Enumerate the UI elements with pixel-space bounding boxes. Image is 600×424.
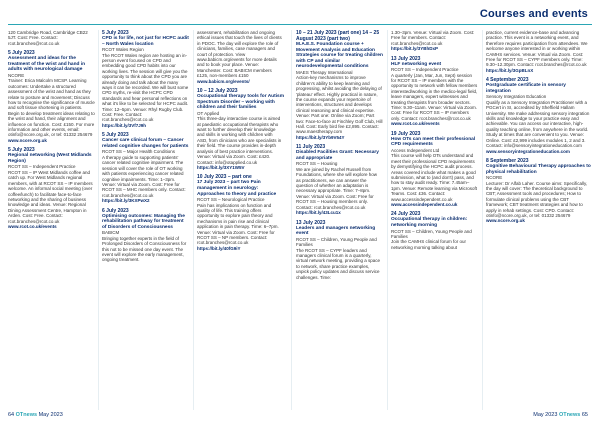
event-organiser: RCOT SS – Children, Young People and Families xyxy=(296,236,377,248)
event-listing xyxy=(486,158,592,224)
column-divider xyxy=(482,30,483,410)
event-description: The RCOT SS – CYPF leaders and managers clinical forum is a quarterly, virtual network meeting, providing a space to network, share practice examples, unpick policy updates and discuss service challenges. Time: xyxy=(296,247,381,280)
event-listing xyxy=(102,208,189,263)
event-description: Pain has implications on function and quality of life. This training offers opportunity to explore pain theory and mechanisms in pain rise and clinical application in pain therapy. Time: 6–7pm. Venue: Virtual via Zoom. Cost: Free for RCOT SS – NP members. Contact: rcot.branches@rcot.co.uk xyxy=(197,202,279,246)
event-link[interactable]: https://bit.ly/3YBhDxP xyxy=(391,46,439,52)
event-date: 8 September 2023 xyxy=(486,157,529,164)
event-title: Postgraduate certificate in sensory integration xyxy=(486,83,566,94)
event-description: assessment, rehabilitation and ongoing ethical issues that touch the lives of clients in PDOC. The day will explore the role of clinicians, families, case managers and court of protection. View www.babicm.org/events for more details and to book your place. Venue: Manchester. Cost: BABICM members £125, non-members £150 xyxy=(197,30,282,79)
event-description: RCOT SS – IP West Midlands coffee and catch up. For West Midlands regional members, with at RCOT SS – IP members welcome. An informal social meeting (over coffee/lunch) to facilitate face-to-face networking and the sharing of business knowledge and ideas. Venue: Regional Dining Assessment Centre, Hampton in Arden. Cost: Free. Contact: rcot.branches@rcot.co.uk xyxy=(8,169,93,224)
page-number-right: 65 xyxy=(581,412,588,418)
event-title: M.A.E.S. Foundation course + Movement Analysis and Education Strategies course for treating children with CP and similar neurodevelopmental conditions xyxy=(296,42,383,70)
event-description: This course will help OTs understand and meet their professional CPD requirements by demystifying the HCPC audit process. Areas covered include what makes a good submission, what to (and don't) pass, and how to stay audit ready. Time: 7.45am–1pm. Venue: Remote learning via Microsoft Teams. Cost: £36. Contact: www.accessindependent.co.uk xyxy=(391,153,478,202)
event-description: Action-key mechanisms to improve children's ability to keep learning and progressing, whilst avoiding the delaying of 'plateau' effect. Highly practical in nature, the course expands your repertoire of interventions, structures and develops clinical reasoning and clinical expertise. Venue: Part one: Online via Zoom; Part two: Face-to-face at Finchley Golf Club, Hill Hall. Cost: Early bird fee £2,895. Contact: www.maestherapy.com xyxy=(296,75,383,135)
column-2 xyxy=(102,30,189,410)
event-organiser: BABICM xyxy=(102,230,120,236)
event-description: Trainer: Erica Malcolm MCSP. Learning outcomes: Undertake a structured assessment of the wrist and hand as they relate to posture and movement; Discuss how to recognise the significance of muscle and soft tissue shortening in patients. Begin to develop treatment ideas relating to the wrist and hand, their alignment and influence on function. Cost: £150. For more information and other events, email: otinfo@ncore.org.uk, or tel: 01332 254679 xyxy=(8,78,95,138)
event-organiser: NCORE xyxy=(486,175,503,181)
event-description: We are joined by Rachel Russell from Foundations, where she will explore how as practitioners, we can answer the question of whether an adaptation is necessary appropriate. Time: 7–8pm. Venue: Virtual via Zoom. Cost: Free for RCOT SS – Housing members only. Contact: rcot.branches@rcot.co.uk xyxy=(296,166,378,210)
event-title: Occupational therapy tools for Autism Spectrum Disorder – working with children and their families xyxy=(197,94,284,111)
event-title: Cancer care clinical forum – Cancer related cognitive changes for patients xyxy=(102,138,189,149)
event-link[interactable]: https://bit.ly/40fG9iY xyxy=(197,245,241,251)
issue-date-right: May 2023 xyxy=(533,412,558,418)
event-description: Lecturer: Dr Alfab Laher. Course aims: Specifically, the day will cover: The theoretical background to CBT; Assessment tools and procedures; How to formulate clinical problems using the CBT framework; CBT treatment strategies and how to apply in rehab settings. Cost: CPD. Contact: otinfo@ncore.org.uk, or tel: 01332 254679 xyxy=(486,180,588,218)
magazine-name-left: OTnews xyxy=(15,412,38,418)
event-organiser: RCOT SS – Independent Practice xyxy=(8,164,76,170)
event-description: A therapy guide to supporting patients' cancer related cognitive impairment. The session will cover the role of OT working with patients experiencing cancer related cognitive impairments. Time: 1–3pm. Venue: Virtual via Zoom. Cost: Free for RCOT SS – MHC members only. Contact: rcot.branches@rcot.co.uk xyxy=(102,154,186,198)
event-title: Disabled Facilities Grant: Necessary and appropriate xyxy=(296,150,379,161)
footer-right xyxy=(533,412,588,418)
event-date: 6 July 2023 xyxy=(102,207,129,214)
event-title: Cognitive Behavioural Therapy approaches to physical rehabilitation xyxy=(486,163,591,175)
event-link[interactable]: www.rcot.co.uk/events xyxy=(8,223,57,229)
event-link[interactable]: https://bit.ly/43Lcu1x xyxy=(296,210,341,216)
event-description: Qualify as a Sensory Integration Practitioner with a PGCert in SI, accredited by Sheffield Hallam University. We make addressing sensory integration skills and knowledge to your practice easy and achievable. You can access our interactive, high-quality teaching online, from anywhere in the world. Study at times that are convenient to you. Venue: Online. Cost: £2,999 includes modules 1, 2 and 3. Contact: info@sensoryintegrationeducation.com xyxy=(486,99,590,149)
event-listing xyxy=(8,147,95,229)
event-date: 19 July 2023 xyxy=(391,130,421,137)
event-link[interactable]: https://bit.ly/3XY1W5V xyxy=(197,164,245,170)
event-title: Regional networking (West Midlands Region) xyxy=(8,153,92,164)
page-number-left: 64 xyxy=(8,412,15,418)
event-organiser: RCOT SS – Housing xyxy=(296,161,338,167)
event-listing xyxy=(102,30,189,128)
event-date: 11 July 2023 xyxy=(296,144,326,151)
event-link[interactable]: www.ncore.org.uk xyxy=(8,137,47,143)
column-4 xyxy=(296,30,383,410)
event-description: The RCOT Wales region are hosting an in-person event focused on CPD and embedding good CPD habits into our working lives. The session will give you the opportunity to think about the CPD you are already doing and talk about the many ways it can be recorded. We will bust some CPD myths, re-visit the HCPC CPD standards and hear personal reflections on what it's like to be selected for HCPC audit. Time: 12–5pm. Venue: Rhyl Rugby Club. Cost: Free. Contact: rcot.branches@rcot.co.uk xyxy=(102,52,189,123)
event-description: practice, current evidence-base and advancing practice. This event is a networking event, and therefore requires participation from attendees. We welcome anyone interested in or working within CAMHS services. Venue: Virtual via Zoom. Cost: Free for RCOT SS – CYPF members only. Time: 9.30–12.30pm. Contact: rcot.branches@rcot.co.uk xyxy=(486,30,588,68)
event-listing xyxy=(391,211,478,250)
event-date: 4 September 2023 xyxy=(486,77,529,84)
event-organiser: MAES Therapy International xyxy=(296,69,353,75)
event-listing xyxy=(391,56,478,127)
event-listing xyxy=(296,144,383,215)
footer-left xyxy=(8,412,63,418)
column-divider xyxy=(98,30,99,410)
event-link[interactable]: www.rcot.co.uk/events xyxy=(391,121,440,127)
event-listing xyxy=(8,30,95,46)
event-link[interactable]: https://bit.ly/3Vf7J9h xyxy=(102,122,147,128)
event-description: 1.30–3pm. Venue: Virtual via Zoom. Cost: Free for members. Contact: rcot.branches@rcot.co.uk xyxy=(391,30,475,46)
column-1 xyxy=(8,30,95,410)
issue-date-left: May 2023 xyxy=(38,412,63,418)
event-date: 13 July 2023 xyxy=(391,55,421,62)
column-6 xyxy=(486,30,592,410)
magazine-name-right: OTnews xyxy=(558,412,581,418)
column-divider xyxy=(291,30,292,410)
event-title: Assessment and ideas for the treatment of the wrist and hand in adults with neurological damage xyxy=(8,56,86,73)
event-date: 10 – 12 July 2023 xyxy=(197,88,238,95)
event-listing xyxy=(391,131,478,208)
event-listing xyxy=(8,50,95,143)
event-organiser: RCOT Wales Region xyxy=(102,47,144,53)
event-description: A quarterly (Jan, Mar, Jun, Sept) session for RCOT SS – IP members with the opportunity to network with fellow members interested/working in the medico-legal field, leave managers, expert witnesses and treating therapists from broader sectors. Time: 9.30–11am. Venue: Virtual via Zoom. Cost: Free for RCOT SS – IP members only. Contact: rcot.branches@rcot.co.uk xyxy=(391,72,478,121)
event-title: How OTs can meet their professional CPD requirements xyxy=(391,136,476,148)
event-link[interactable]: https://bit.ly/3GpBLnX xyxy=(486,67,534,73)
event-title: HLF networking event xyxy=(391,61,442,67)
column-divider xyxy=(387,30,388,410)
event-link[interactable]: www.babicm.org/events/ xyxy=(197,78,250,84)
column-divider xyxy=(193,30,194,410)
event-listing xyxy=(296,220,383,280)
event-link[interactable]: www.sensoryintegrationeducation.com xyxy=(486,148,570,154)
event-description: 120 Cambridge Road, Cambridge CB22 5JT. Cost: Free. Contact: rcot.branches@rcot.co.uk xyxy=(8,30,88,46)
event-date: 10 – 21 July 2023 (part one) 14 – 25 August 2023 (part two) xyxy=(296,30,380,42)
event-organiser: RCOT SS – Major Health Conditions xyxy=(102,149,175,155)
column-3 xyxy=(197,30,284,410)
header-rule xyxy=(8,24,592,25)
event-title: Optimising outcomes: Managing the rehabilitation pathway for treatment of Disorders of Consciousness xyxy=(102,213,185,230)
event-organiser: NCORE xyxy=(8,73,25,78)
event-link[interactable]: https://bit.ly/3KXPwX2 xyxy=(102,198,150,204)
event-title: CPD is for life, not just for HCPC audit – North Wales location xyxy=(102,36,189,47)
event-listing xyxy=(296,30,383,140)
page-title: Courses and events xyxy=(479,8,588,20)
event-date: 5 July 2023 xyxy=(8,50,35,57)
column-5 xyxy=(391,30,478,410)
event-date: 10 July 2023 – part one xyxy=(197,174,252,181)
event-listing xyxy=(102,132,189,203)
event-organiser: OT Applied xyxy=(197,110,220,116)
event-listing xyxy=(197,174,284,251)
event-link[interactable]: https://bit.ly/3Yb9V54Y xyxy=(296,134,345,140)
event-date: 5 July 2023 xyxy=(8,147,35,154)
event-organiser: RCOT SS – Children, Young People and Families xyxy=(391,228,472,239)
event-organiser: Access Independent Ltd xyxy=(391,147,440,153)
event-listing xyxy=(391,30,478,52)
event-date: 24 July 2023 xyxy=(391,211,421,218)
event-link[interactable]: www.accessindependent.co.uk xyxy=(391,201,458,207)
event-date: 5 July 2023 xyxy=(102,132,129,139)
event-date: 13 July 2023 xyxy=(296,219,326,226)
event-listing xyxy=(486,77,592,154)
event-description: Join the CAMHS clinical forum for our networking morning talking about xyxy=(391,239,467,250)
event-organiser: RCOT SS – Independent Practice xyxy=(391,67,459,73)
event-date: 5 July 2023 xyxy=(102,30,129,36)
event-description: Bringing together experts in the field of Prolonged Disorders of Consciousness for this not to be missed one day event. The event will explore the early management, ongoing treatment. xyxy=(102,235,187,263)
event-description: This three-day interactive course is aimed at paediatric occupational therapists who want to further develop their knowledge and skills in working with children with ASD, from clinicians who are specialists in their field. The course provides in-depth analysis of best practice interventions. Venue: Virtual via Zoom. Cost: £420. Contact: info@otapplied.co.uk xyxy=(197,116,282,165)
event-title: 17 July 2023 – part two Pain management in neurology: Approaches to theory and practice xyxy=(197,180,277,197)
event-organiser: RCOT SS – Neurological Practice xyxy=(197,197,265,203)
event-listing xyxy=(197,30,284,84)
event-organiser: Sensory Integration Education xyxy=(486,94,547,100)
event-link[interactable]: www.ncore.org.uk xyxy=(486,218,525,224)
event-title: Occupational therapy in children: networking morning xyxy=(391,217,468,228)
event-listing xyxy=(486,30,592,73)
event-title: Leaders and managers networking event xyxy=(296,225,376,237)
event-listing xyxy=(197,88,284,170)
